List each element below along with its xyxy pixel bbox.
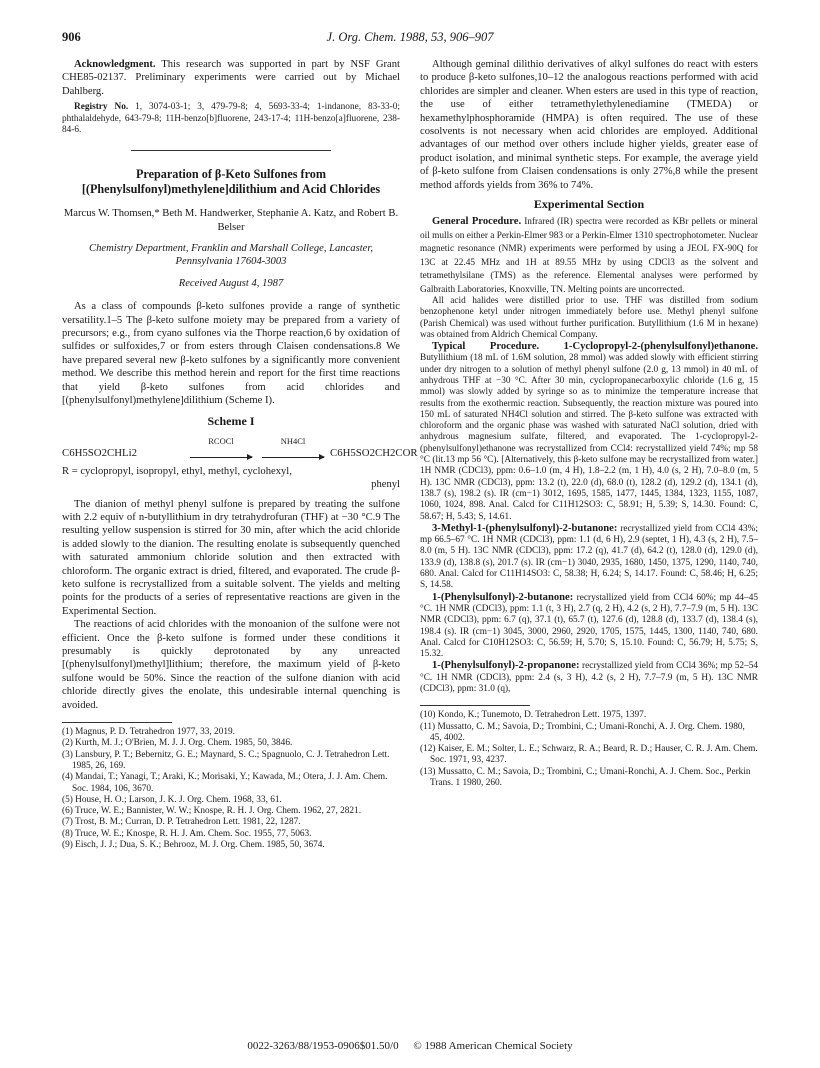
reference-item: (13) Mussatto, C. M.; Savoia, D.; Trombini, C.; Umani-Ronchi, A. J. Chem. Soc., Perkin Trans. 1 1980, 260. xyxy=(420,766,751,789)
reference-item: (8) Truce, W. E.; Knospe, R. H. J. Am. Chem. Soc. 1955, 77, 5063. xyxy=(62,828,312,839)
acknowledgment xyxy=(62,58,400,98)
journal-name: J. Org. Chem. xyxy=(326,30,397,44)
intro-paragraph-3: The reactions of acid chlorides with the monoanion of the sulfone were not efficient. Once the β-keto sulfone is formed under these conditions it presumably is quickly deprotonated by any unreacted [(phenylsulfonyl)methyl]lithium; therefore, the maximum yield of β-keto sulfone would be 50%. Since the reaction of the sulfone dianion with acid chloride directly gives the enolate, this undesirable internal quenching is avoided. xyxy=(62,619,400,711)
general-procedure-title: General Procedure. xyxy=(432,216,522,228)
compound-butanone xyxy=(420,592,758,661)
scheme-arrow-2 xyxy=(262,435,324,458)
footnote-divider xyxy=(62,722,172,723)
scheme-product: C6H5SO2CH2COR xyxy=(330,446,418,459)
compound-data: recrystallized yield from CCl4 60%; mp 44–45 °C. 1H NMR (CDCl3), ppm: 1.1 (t, 3 H), 2.7 (q, 2 H), 4.2 (s, 2 H), 7.7–7.9 (m, 5 H). 13C NMR (CDCl3), ppm: 6.7 (q), 37.1 (t), 65.7 (t), 127.6 (d), 128.8 (d), 133.7 (d), 138.4 (s), 198.4 (s). IR (cm−1) 3045, 3000, 2960, 2920, 1705, 1575, 1445, 1300, 1140, 740, 680. Anal. Calcd for C10H12SO3: C, 56.59; H, 5.70; S, 15.10. Found: C, 56.79; H, 5.75; S, 15.32. xyxy=(420,592,758,660)
r-group-line-end: phenyl xyxy=(371,479,400,491)
compound-title: 1-(Phenylsulfonyl)-2-propanone: xyxy=(432,660,580,672)
registry-numbers xyxy=(62,102,400,136)
left-column xyxy=(62,58,418,851)
journal-citation xyxy=(62,30,758,45)
page-number: 906 xyxy=(62,30,81,44)
general-procedure-text: Infrared (IR) spectra were recorded as KBr pellets or mineral oil mulls on either a Perkin-Elmer 983 or a Perkin-Elmer 1310 spectrophotometer. Nuclear magnetic resonance (NMR) experiments were performed by using a JEOL FX-90Q for 13C at 22.45 MHz and 1H at 89.55 MHz by using CDCl3 as the solvent and tetramethylsilane (TMS) as the reference. Elemental analyses were performed by Galbraith Laboratories, Knoxville, TN. Melting points are uncorrected. xyxy=(420,217,758,295)
compound-data: recrystallized yield from CCl4 43%; mp 66.5–67 °C. 1H NMR (CDCl3), ppm: 1.1 (d, 6 H), 2.9 (septet, 1 H), 4.3 (s, 2 H), 7.5–8.0 (m, 5 H). 13C NMR (CDCl3), ppm: 17.2 (q), 41.7 (d), 64.2 (t), 128.0 (d), 129.0 (d), 133.9 (d), 138.8 (s), 201.7 (s). IR (cm−1) 3040, 2935, 1680, 1450, 1375, 1290, 1140, 740, 680. Anal. Calcd for C11H14SO3: C, 58.38; H, 6.24; S, 14.17. Found: C, 58.46; H, 6.25; S, 14.58. xyxy=(420,523,758,591)
intro-paragraph-1: As a class of compounds β-keto sulfones provide a range of synthetic versatility.1–5 The β-keto sulfone moiety may be prepared from a variety of precursors; e.g., from cyano sulfones via the Thorpe reaction,6 by oxidation of sulfides or sulfoxides,7 or from esters through Claisen condensations.8 We have prepared several new β-keto sulfones by a significantly more convenient method. We describe this method herein and report for the first time reactions that yield β-keto sulfones from acid chlorides and [(phenylsulfonyl)methylene]dilithium (Scheme I). xyxy=(62,301,400,406)
compound-methylbutanone xyxy=(420,523,758,592)
registry-text: 1, 3074-03-1; 3, 479-79-8; 4, 5693-33-4; 1-indanone, 83-33-0; phthalaldehyde, 643-79-8; 11H-benzo[b]fluorene, 243-17-4; 11H-benzo[a]fluorene, 238-84-6. xyxy=(62,102,401,135)
journal-year-volume-pages: 1988, 53, 906–907 xyxy=(399,30,494,44)
affiliation: Chemistry Department, Franklin and Marshall College, Lancaster, Pennsylvania 17604-3003 xyxy=(89,242,373,268)
compound-propanone xyxy=(420,660,758,695)
reference-item: (4) Mandai, T.; Yanagi, T.; Araki, K.; Morisaki, Y.; Kawada, M.; Otera, J. J. Am. Chem. Soc. 1984, 106, 3670. xyxy=(62,772,388,794)
compound-data: recrystallized yield from CCl4 36%; mp 52–54 °C. 1H NMR (CDCl3), ppm: 2.4 (s, 3 H), 4.2 (s, 2 H), 7.7–7.9 (m, 5 H). 13C NMR (CDCl3), ppm: 31.0 (q), xyxy=(420,661,758,694)
scheme-reactant: C6H5SO2CHLi2 xyxy=(62,446,137,459)
reference-item: (2) Kurth, M. J.; O'Brien, M. J. J. Org. Chem. 1985, 50, 3846. xyxy=(62,738,293,749)
page-footer xyxy=(0,1040,820,1052)
references-right xyxy=(420,710,758,789)
reaction-scheme xyxy=(62,435,418,463)
references-left xyxy=(62,727,400,851)
typical-procedure-title: Typical Procedure. 1-Cyclopropyl-2-(phenylsulfonyl)ethanone. xyxy=(432,341,758,353)
article-title: Preparation of β-Keto Sulfones from [(Phenylsulfonyl)methylene]dilithium and Acid Chlorides xyxy=(81,167,381,197)
reference-item: (7) Trost, B. M.; Curran, D. P. Tetrahedron Lett. 1981, 22, 1287. xyxy=(62,817,301,828)
r-group-line: R = cyclopropyl, isopropyl, ethyl, methyl, cyclohexyl, xyxy=(62,465,292,477)
compound-title: 3-Methyl-1-(phenylsulfonyl)-2-butanone: xyxy=(432,522,618,534)
reference-item: (11) Mussatto, C. M.; Savoia, D.; Trombini, C.; Umani-Ronchi, A. J. Org. Chem. 1980, 45, 4002. xyxy=(420,721,745,743)
experimental-heading: Experimental Section xyxy=(533,197,645,212)
typical-procedure-text: Butyllithium (18 mL of 1.6M solution, 28 mmol) was added slowly with efficient stirring under dry nitrogen to a solution of methyl phenyl sulfone (2.0 g, 13 mmol) in 40 mL of anhydrous THF at −30 °C. After 30 min, cyclopropanecarboxylic chloride (1.6 g, 15 mmol) was slowly added by syringe so as to minimize the temperature increase that results from the exothermic reaction. Subsequently, the reaction mixture was poured into 150 mL of saturated NH4Cl solution and stirred. The β-keto sulfone was extracted with chloroform and the organic phase was washed with saturated NaCl solution, dried with anhydrous magnesium sulfate, filtered, and evaporated. The 1-cyclopropyl-2-(phenylsulfonyl)ethanone was recrystallized from CCl4: recrystallized yield 74%; mp 58 °C (lit.13 mp 56 °C). [Alternatively, this β-keto sulfone may be recrystallized from water.] 1H NMR (CDCl3), ppm: 0.6–1.0 (m, 4 H), 1.8–2.2 (m, 1 H), 4.0 (s, 2 H), 7.0–8.0 (m, 5 H). 13C NMR (CDCl3), ppm: 13.2 (t), 22.0 (d), 68.0 (t), 128.2 (d), 129.2 (d), 134.1 (d), 138.7 (s), 198.2 (s). IR (cm−1) 3012, 1695, 1585, 1477, 1445, 1384, 1323, 1155, 1087, 1060, 1024, 898. Anal. Calcd for C11H12SO3: C, 58.91; H, 5.39; S, 14.30. Found: C, 58.67; H, 5.43; S, 14.61. xyxy=(420,353,758,522)
authors: Marcus W. Thomsen,* Beth M. Handwerker, Stephanie A. Katz, and Robert B. Belser xyxy=(63,208,399,233)
footnote-divider xyxy=(420,705,530,706)
received-date: Received August 4, 1987 xyxy=(178,277,284,289)
reference-item: (9) Eisch, J. J.; Dua, S. K.; Behrooz, M. J. Org. Chem. 1985, 50, 3674. xyxy=(62,840,325,851)
reaction-arrow-icon xyxy=(190,457,252,458)
general-procedure xyxy=(420,215,758,295)
intro-paragraph-2: The dianion of methyl phenyl sulfone is prepared by treating the sulfone with 2.2 equiv of n-butyllithium in dry tetrahydrofuran (THF) at −30 °C.9 The resulting yellow suspension is stirred for 30 min, after which the acid chloride is added slowly to the dianion. The resulting enolate is subsequently quenched with saturated ammonium chloride solution and then extracted with chloroform. The organic extract is dried, filtered, and evaporated. The crude β-keto sulfone is recrystallized from a suitable solvent. The yields and melting points for the products of a series of representative reactions are given in the Experimental Section. xyxy=(62,498,400,617)
reaction-arrow-icon xyxy=(262,457,324,458)
scheme-arrow-1 xyxy=(190,435,252,458)
body-paragraph-1: Although geminal dilithio derivatives of alkyl sulfones do react with esters to produce β-keto sulfones,10–12 the analogous reactions performed with acid chlorides are simpler and cleaner. When esters are used in this type of reaction, the use of either tetramethylethylenediamine (TMEDA) or hexamethylphosphoramide (HMPA) is often required. The use of these cosolvents is not necessary when acid chlorides are employed. Additional advantages of our method over others include higher yields, greater ease of product isolation, and minimal synthetic steps. For example, the average yield of β-keto sulfone from Claisen condensations is only 27%,8 while the present method affords yields from 36% to 74%. xyxy=(420,59,758,191)
reference-item: (3) Lansbury, P. T.; Bebernitz, G. E.; Maynard, S. C.; Spagnuolo, C. J. Tetrahedron Lett. 1985, 26, 169. xyxy=(62,749,390,771)
reference-item: (6) Truce, W. E.; Bannister, W. W.; Knospe, R. H. J. Org. Chem. 1962, 27, 2821. xyxy=(62,806,362,817)
reference-item: (1) Magnus, P. D. Tetrahedron 1977, 33, 2019. xyxy=(62,727,235,738)
acknowledgment-title: Acknowledgment. xyxy=(74,59,156,70)
article-divider xyxy=(131,150,331,151)
typical-procedure xyxy=(420,341,758,523)
scheme-reagent-2: NH4Cl xyxy=(280,435,306,446)
reference-item: (5) House, H. O.; Larson, J. K. J. Org. Chem. 1968, 33, 61. xyxy=(62,794,282,805)
running-header xyxy=(62,30,758,48)
footer-code: 0022-3263/88/1953-0906$01.50/0 xyxy=(247,1040,399,1052)
compound-title: 1-(Phenylsulfonyl)-2-butanone: xyxy=(432,591,574,603)
materials-paragraph: All acid halides were distilled prior to use. THF was distilled from sodium benzophenone ketyl under nitrogen immediately before use. Methyl phenyl sulfone (Parish Chemical) was used without further purification. Butyllithium (1.6 M in hexane) was obtained from Aldrich Chemical Company. xyxy=(420,295,758,340)
acknowledgment-text: This research was supported in part by NSF Grant CHE85-02137. Preliminary experiments were carried out by Michael Dahlberg. xyxy=(62,59,400,97)
scheme-reagent-1: RCOCl xyxy=(208,435,234,446)
registry-title: Registry No. xyxy=(74,102,129,113)
r-group-list xyxy=(62,465,400,492)
reference-item: (12) Kaiser, E. M.; Solter, L. E.; Schwarz, R. A.; Beard, R. D.; Hauser, C. R. J. Am. Chem. Soc. 1971, 93, 4237. xyxy=(420,744,758,766)
scheme-title: Scheme I xyxy=(207,414,255,429)
right-column xyxy=(420,58,758,789)
reference-item: (10) Kondo, K.; Tunemoto, D. Tetrahedron Lett. 1975, 1397. xyxy=(420,710,647,721)
footer-copyright: © 1988 American Chemical Society xyxy=(413,1040,573,1052)
